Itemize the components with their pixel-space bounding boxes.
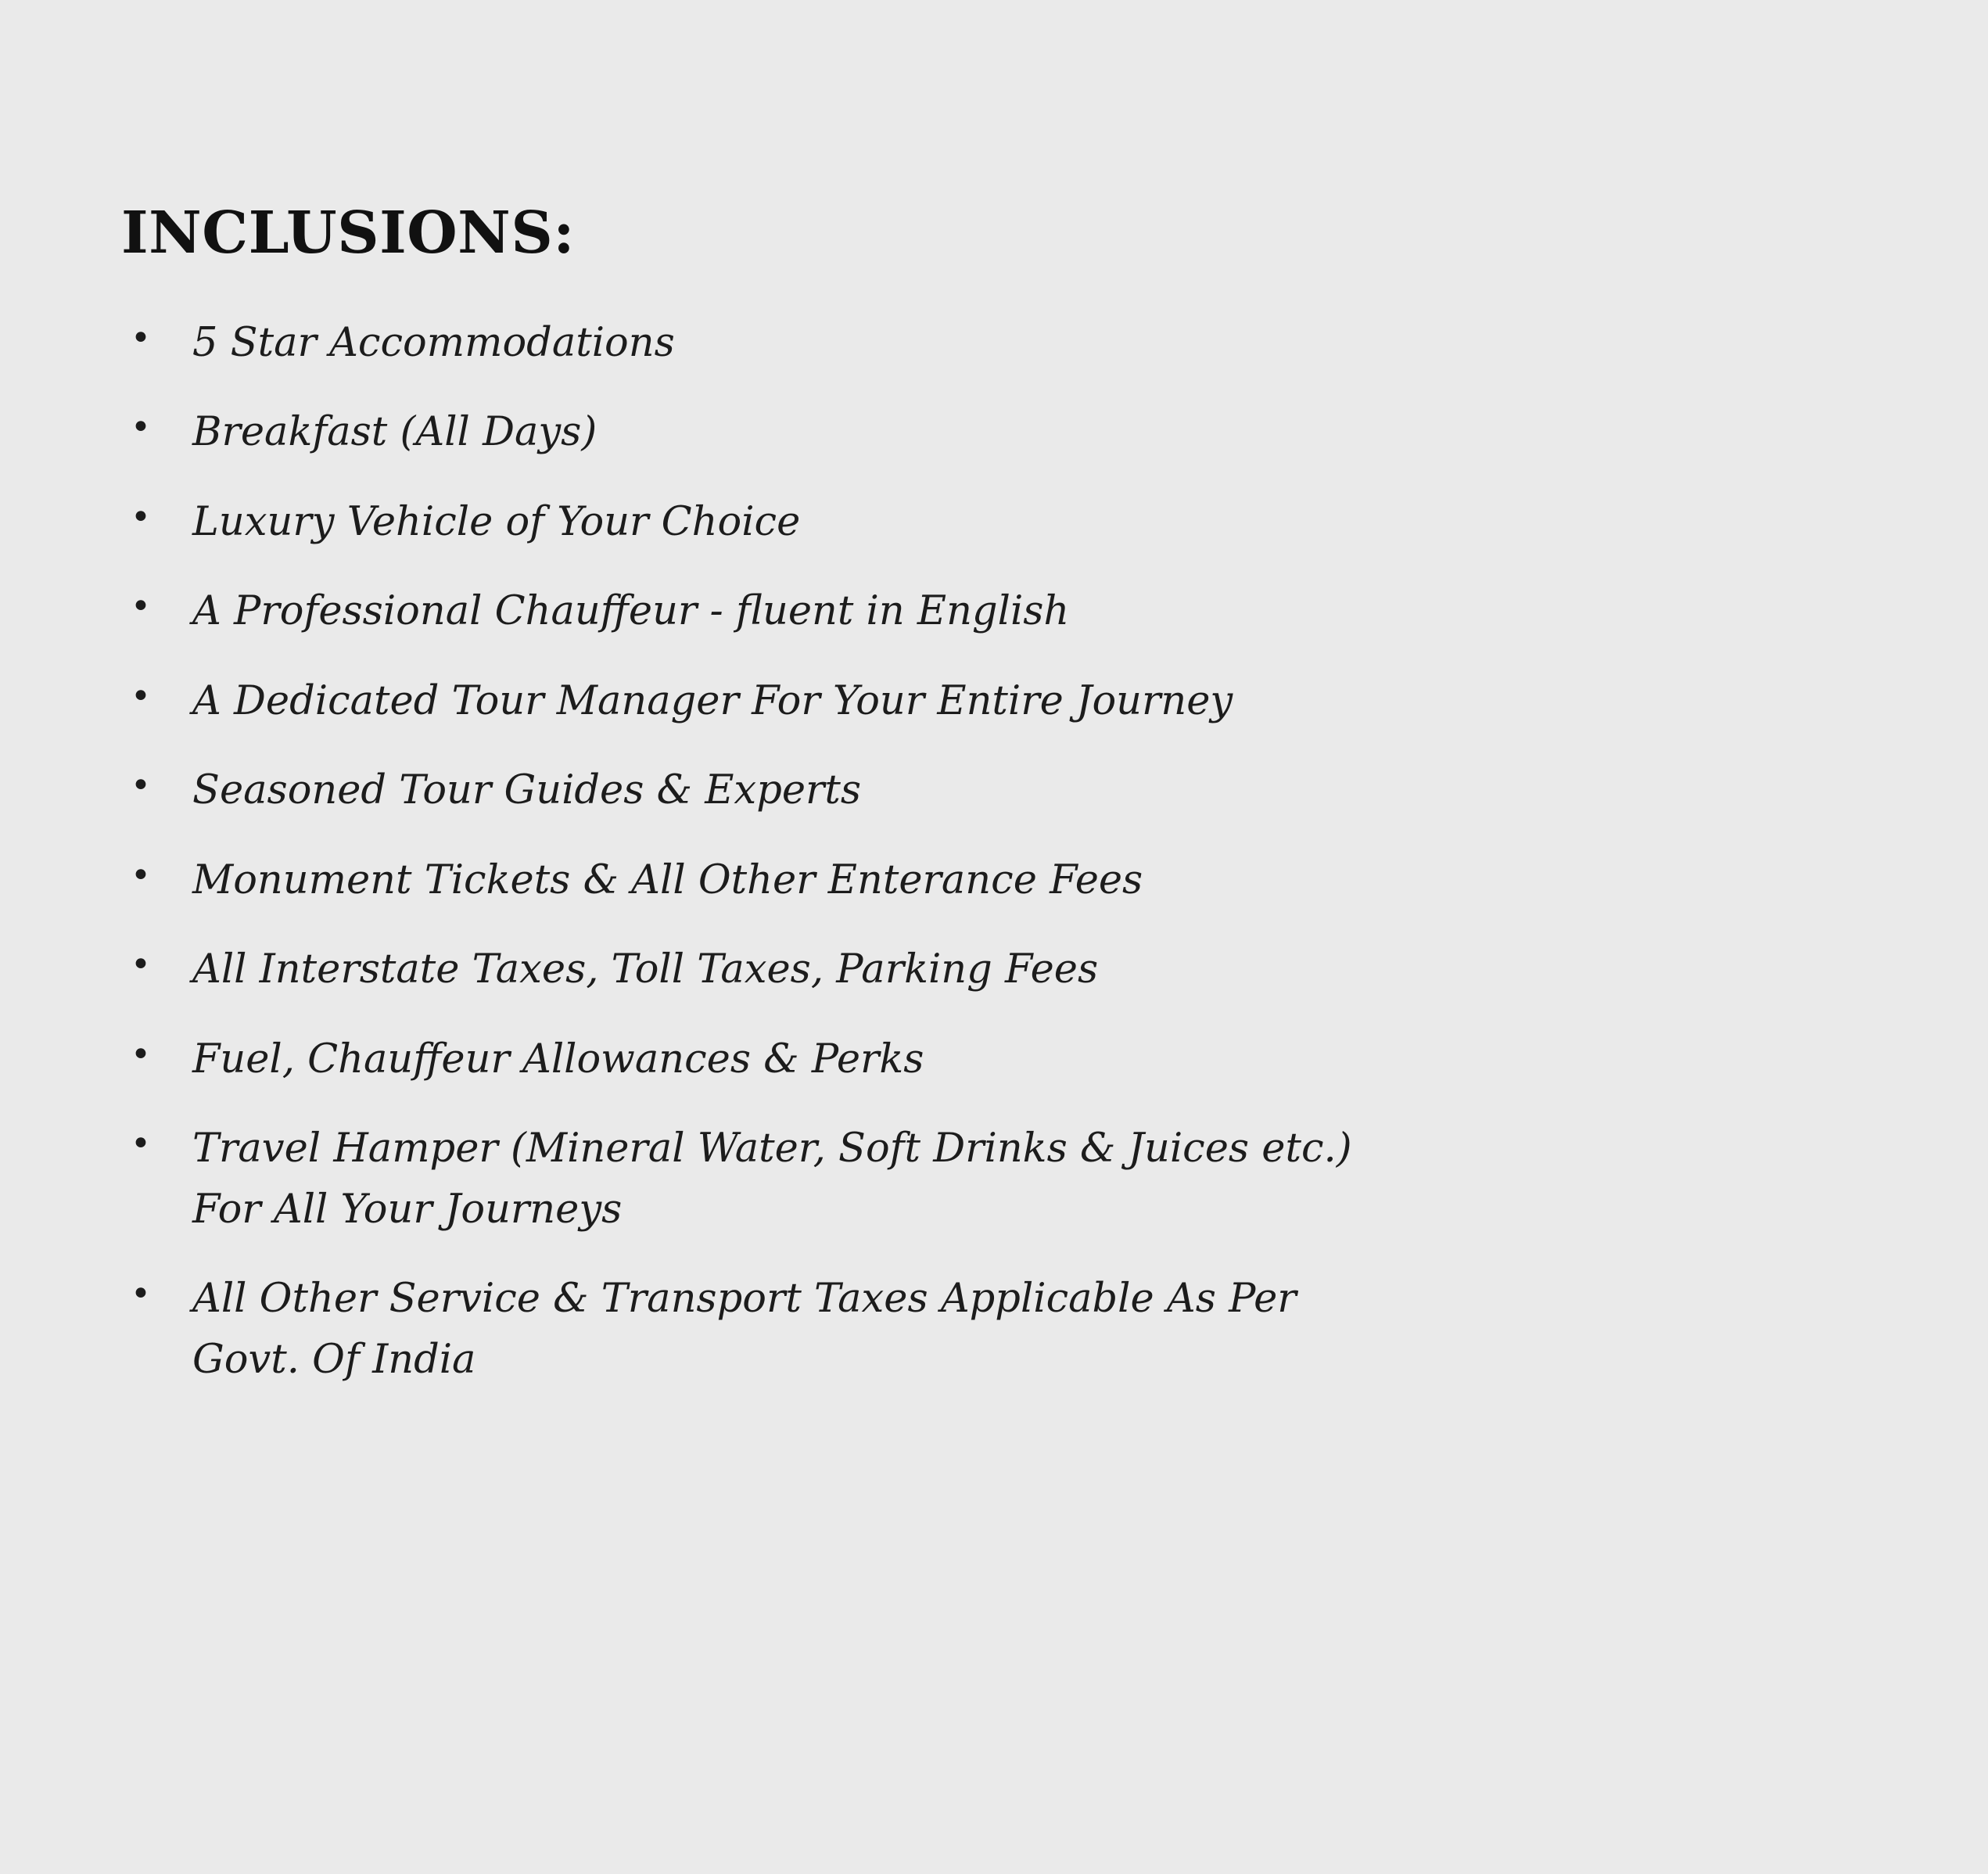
list-item-label: A Dedicated Tour Manager For Your Entire Journey [192,677,1233,724]
list-item [121,492,1412,553]
list-item-label: Fuel, Chauffeur Allowances & Perks [192,1036,924,1082]
bullet-icon: • [131,676,151,716]
page-title: INCLUSIONS: [121,199,576,267]
bullet-icon: • [131,497,151,537]
list-item [121,581,1412,642]
bullet-icon: • [131,407,151,448]
list-item-label: Monument Tickets & All Other Enterance Fees [192,856,1143,903]
list-item [121,313,1412,374]
list-item-label: Seasoned Tour Guides & Experts [192,767,862,814]
bullet-icon: • [131,1274,151,1315]
list-item-label: 5 Star Accommodations [192,319,675,366]
bullet-icon: • [131,1124,151,1165]
list-item-label: Breakfast (All Days) [192,409,597,456]
bullet-icon: • [131,766,151,806]
bullet-icon: • [131,855,151,896]
inclusions-list [121,313,1842,1391]
list-item [121,671,1412,732]
inclusions-section [121,199,1842,1419]
list-item [121,1269,1412,1390]
list-item [121,760,1412,821]
list-item [121,850,1412,911]
list-item-label: All Other Service & Transport Taxes Applicable As Per Govt. Of India [192,1276,1297,1383]
list-item [121,939,1412,1000]
list-item [121,402,1412,463]
bullet-icon: • [131,587,151,627]
list-item-label: Travel Hamper (Mineral Water, Soft Drinks & Juices etc.) For All Your Journeys [192,1125,1352,1233]
list-item [121,1118,1412,1240]
list-item [121,1029,1412,1090]
list-item-label: Luxury Vehicle of Your Choice [192,498,801,545]
list-item-label: All Interstate Taxes, Toll Taxes, Parking Fees [192,946,1099,993]
bullet-icon: • [131,1034,151,1075]
bullet-icon: • [131,945,151,985]
bullet-icon: • [131,318,151,358]
list-item-label: A Professional Chauffeur - fluent in English [192,588,1070,635]
